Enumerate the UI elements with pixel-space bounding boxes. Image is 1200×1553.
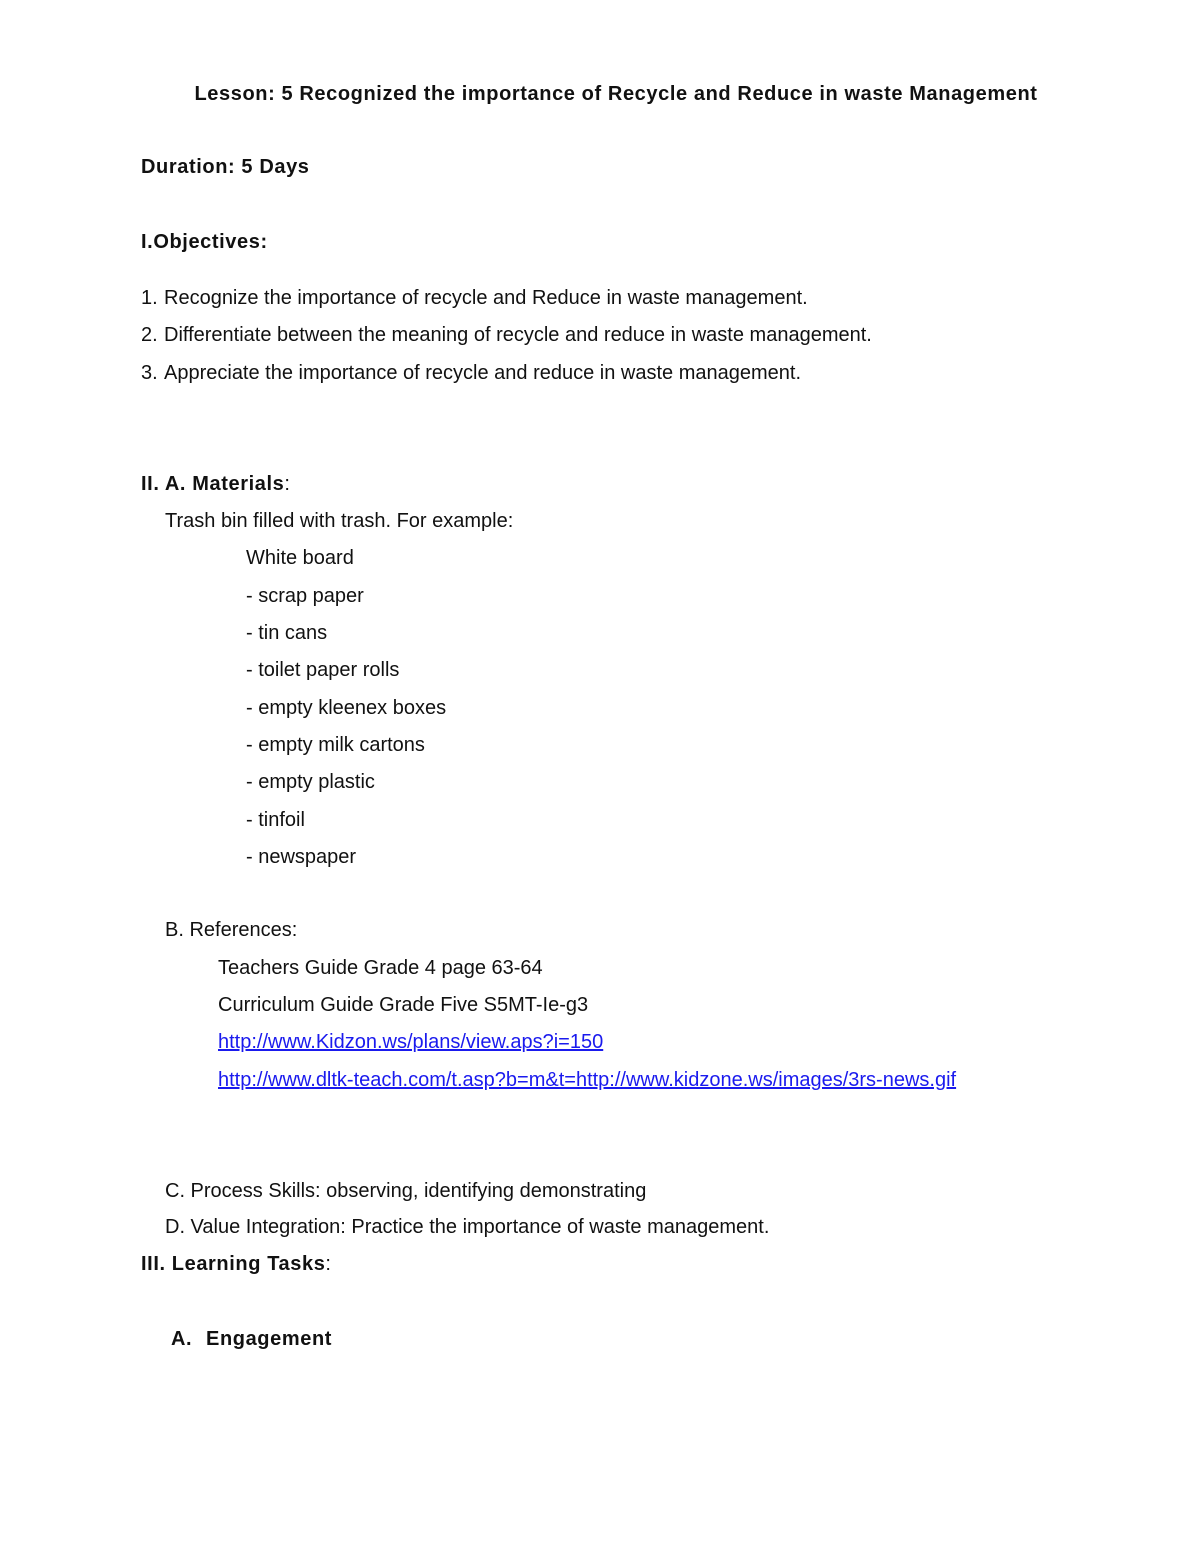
- objective-text: Recognize the importance of recycle and Reduce in waste management.: [164, 287, 808, 309]
- process-skills: C. Process Skills: observing, identifying demonstrating: [165, 1180, 647, 1202]
- reference-item: Curriculum Guide Grade Five S5MT-Ie-g3: [218, 994, 589, 1016]
- learning-tasks-heading-text: III. Learning Tasks: [141, 1253, 326, 1275]
- materials-intro: Trash bin filled with trash. For example:: [165, 510, 514, 532]
- learning-tasks-heading: [141, 1252, 331, 1276]
- reference-link: [218, 1030, 603, 1054]
- reference-link-kidzon[interactable]: http://www.Kidzon.ws/plans/view.aps?i=150: [218, 1031, 604, 1053]
- material-item: - tin cans: [246, 622, 328, 644]
- materials-heading-colon: :: [284, 473, 290, 495]
- objective-item-1: [141, 286, 808, 310]
- material-item: - scrap paper: [246, 585, 364, 607]
- engagement-marker: A.: [171, 1328, 193, 1350]
- material-item: - empty kleenex boxes: [246, 697, 447, 719]
- value-integration: D. Value Integration: Practice the importance of waste management.: [165, 1216, 770, 1238]
- material-item: - empty milk cartons: [246, 734, 425, 756]
- references-heading: B. References:: [165, 919, 298, 941]
- learning-tasks-heading-colon: :: [325, 1253, 331, 1275]
- duration-label: Duration: 5 Days: [141, 156, 310, 178]
- material-item: White board: [246, 547, 354, 569]
- engagement-heading: [171, 1327, 332, 1351]
- material-item: - toilet paper rolls: [246, 659, 400, 681]
- material-item: - newspaper: [246, 846, 357, 868]
- objective-text: Appreciate the importance of recycle and reduce in waste management.: [164, 362, 802, 384]
- material-item: - tinfoil: [246, 809, 305, 831]
- material-item: - empty plastic: [246, 771, 375, 793]
- objectives-heading: I.Objectives:: [141, 231, 268, 253]
- objective-number: 2.: [141, 324, 158, 346]
- objective-item-3: [141, 361, 801, 385]
- page-title: Lesson: 5 Recognized the importance of Recycle and Reduce in waste Management: [194, 83, 1038, 105]
- objective-number: 3.: [141, 362, 158, 384]
- reference-item: Teachers Guide Grade 4 page 63-64: [218, 957, 543, 979]
- materials-heading: [141, 472, 290, 496]
- materials-heading-text: II. A. Materials: [141, 473, 285, 495]
- objective-item-2: [141, 323, 872, 347]
- reference-link: [218, 1068, 956, 1092]
- objective-number: 1.: [141, 287, 158, 309]
- reference-link-dltk[interactable]: http://www.dltk-teach.com/t.asp?b=m&t=http://www.kidzone.ws/images/3rs-news.gif: [218, 1069, 957, 1091]
- engagement-text: Engagement: [206, 1328, 333, 1350]
- objective-text: Differentiate between the meaning of recycle and reduce in waste management.: [164, 324, 872, 346]
